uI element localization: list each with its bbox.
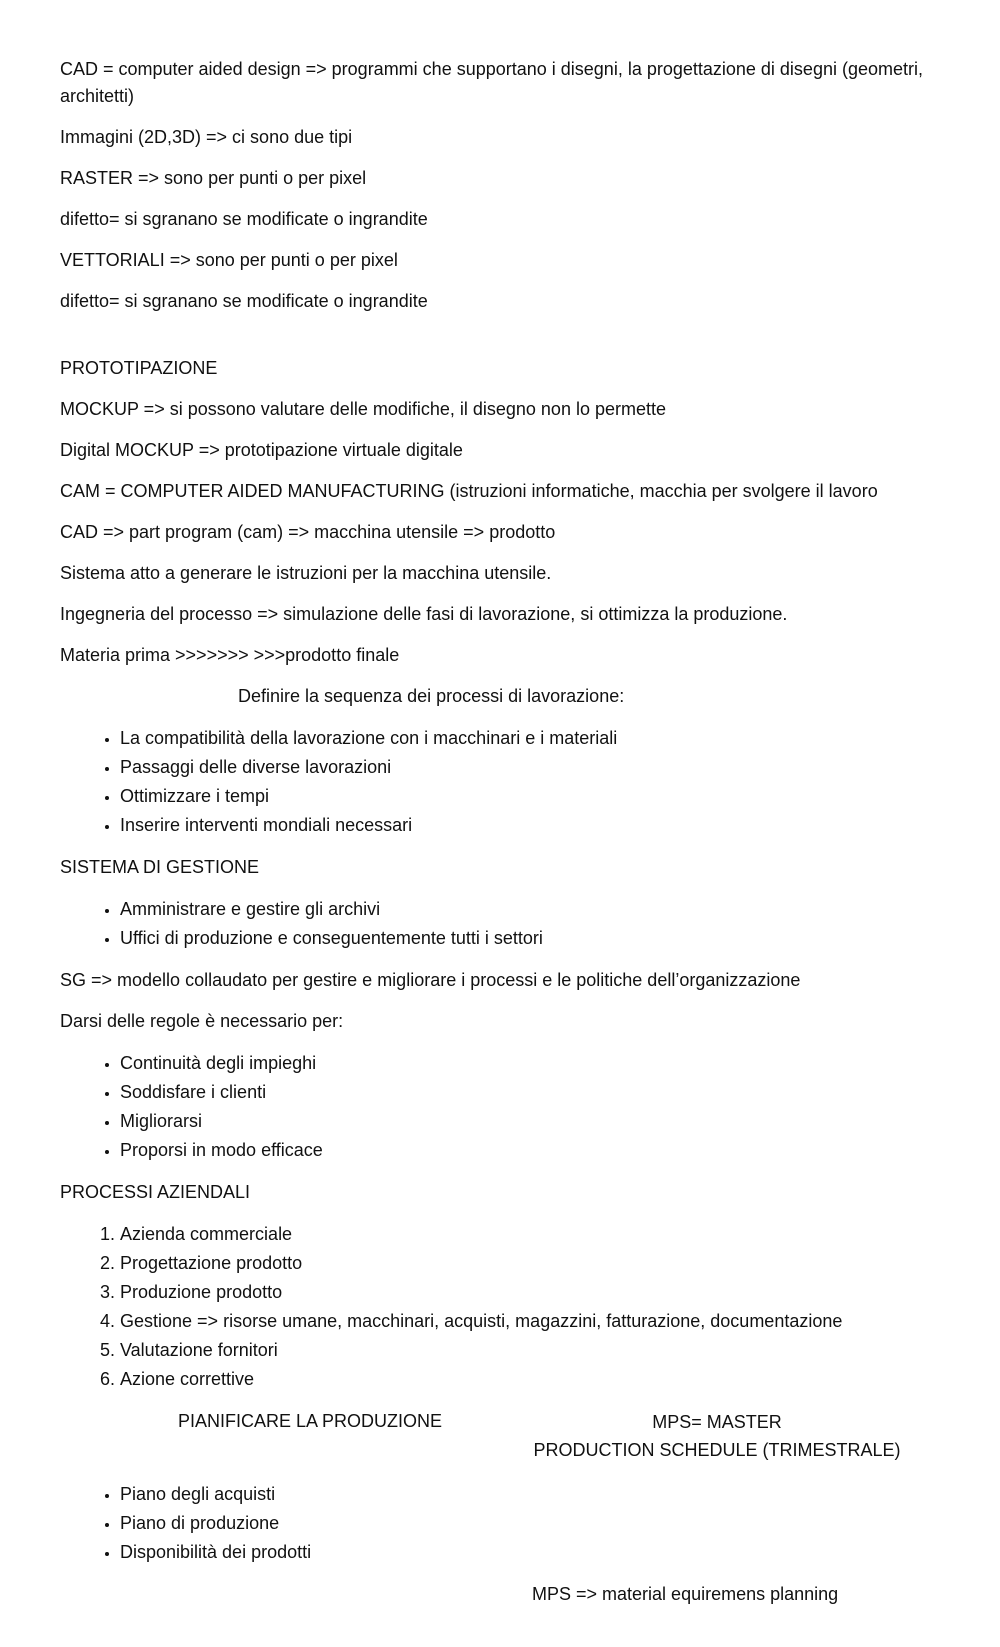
- list-item: • Piano degli acquisti: [120, 1480, 940, 1509]
- list-item: • Uffici di produzione e conseguentemente tutti i settori: [120, 924, 940, 953]
- cad-definition: CAD = computer aided design => programmi che supportano i disegni, la progettazione di disegni (geometri, architetti): [60, 59, 923, 106]
- document-page: [60, 56, 940, 1622]
- prototipazione-heading: PROTOTIPAZIONE: [60, 358, 218, 378]
- vettoriali-line: VETTORIALI => sono per punti o per pixel: [60, 250, 398, 270]
- difetto-line-1: difetto= si sgranano se modificate o ingrandite: [60, 209, 428, 229]
- list-item: 6. Azione correttive: [120, 1365, 940, 1394]
- list-item: • Ottimizzare i tempi: [120, 782, 940, 811]
- ingegneria-line: Ingegneria del processo => simulazione delle fasi di lavorazione, si ottimizza la produzione.: [60, 604, 788, 624]
- cam-line: CAM = COMPUTER AIDED MANUFACTURING (istruzioni informatiche, macchia per svolgere il lavoro: [60, 481, 878, 501]
- list-item: 2. Progettazione prodotto: [120, 1249, 940, 1278]
- sistema-line: Sistema atto a generare le istruzioni per la macchina utensile.: [60, 563, 552, 583]
- gestione-list: [60, 895, 940, 953]
- materia-prima-line: Materia prima >>>>>>> >>>prodotto finale: [60, 645, 400, 665]
- piani-list: [60, 1480, 940, 1567]
- list-item: • Disponibilità dei prodotti: [120, 1538, 940, 1567]
- mps-master-block: [532, 1408, 902, 1464]
- mps-material-line: MPS => material equiremens planning: [532, 1584, 839, 1604]
- darsi-regole-line: Darsi delle regole è necessario per:: [60, 1011, 344, 1031]
- list-item: • Piano di produzione: [120, 1509, 940, 1538]
- sequenza-list: [60, 724, 940, 840]
- immagini-line: Immagini (2D,3D) => ci sono due tipi: [60, 127, 353, 147]
- regole-list: [60, 1049, 940, 1165]
- definire-sequenza-line: Definire la sequenza dei processi di lavorazione:: [238, 686, 625, 706]
- cad-chain-line: CAD => part program (cam) => macchina utensile => prodotto: [60, 522, 556, 542]
- list-item: • Proporsi in modo efficace: [120, 1136, 940, 1165]
- raster-line: RASTER => sono per punti o per pixel: [60, 168, 367, 188]
- list-item: • Passaggi delle diverse lavorazioni: [120, 753, 940, 782]
- list-item: • Continuità degli impieghi: [120, 1049, 940, 1078]
- processi-aziendali-heading: PROCESSI AZIENDALI: [60, 1182, 251, 1202]
- pianificare-row: [60, 1408, 940, 1464]
- list-item: • Soddisfare i clienti: [120, 1078, 940, 1107]
- blank-line: [60, 329, 940, 355]
- list-item: 1. Azienda commerciale: [120, 1220, 940, 1249]
- mps-master-line-2: PRODUCTION SCHEDULE (TRIMESTRALE): [533, 1440, 901, 1460]
- list-item: • La compatibilità della lavorazione con i macchinari e i materiali: [120, 724, 940, 753]
- list-item: • Inserire interventi mondiali necessari: [120, 811, 940, 840]
- list-item: 4. Gestione => risorse umane, macchinari, acquisti, magazzini, fatturazione, documentazione: [120, 1307, 940, 1336]
- mps-master-line-1: MPS= MASTER: [652, 1412, 782, 1432]
- processi-list: [60, 1220, 940, 1394]
- digital-mockup-line: Digital MOCKUP => prototipazione virtuale digitale: [60, 440, 463, 460]
- pianificare-heading: PIANIFICARE LA PRODUZIONE: [178, 1411, 443, 1431]
- difetto-line-2: difetto= si sgranano se modificate o ingrandite: [60, 291, 428, 311]
- list-item: • Migliorarsi: [120, 1107, 940, 1136]
- mockup-line: MOCKUP => si possono valutare delle modifiche, il disegno non lo permette: [60, 399, 666, 419]
- list-item: • Amministrare e gestire gli archivi: [120, 895, 940, 924]
- list-item: 5. Valutazione fornitori: [120, 1336, 940, 1365]
- list-item: 3. Produzione prodotto: [120, 1278, 940, 1307]
- sg-line: SG => modello collaudato per gestire e migliorare i processi e le politiche dell’organizzazione: [60, 970, 801, 990]
- sistema-gestione-heading: SISTEMA DI GESTIONE: [60, 857, 260, 877]
